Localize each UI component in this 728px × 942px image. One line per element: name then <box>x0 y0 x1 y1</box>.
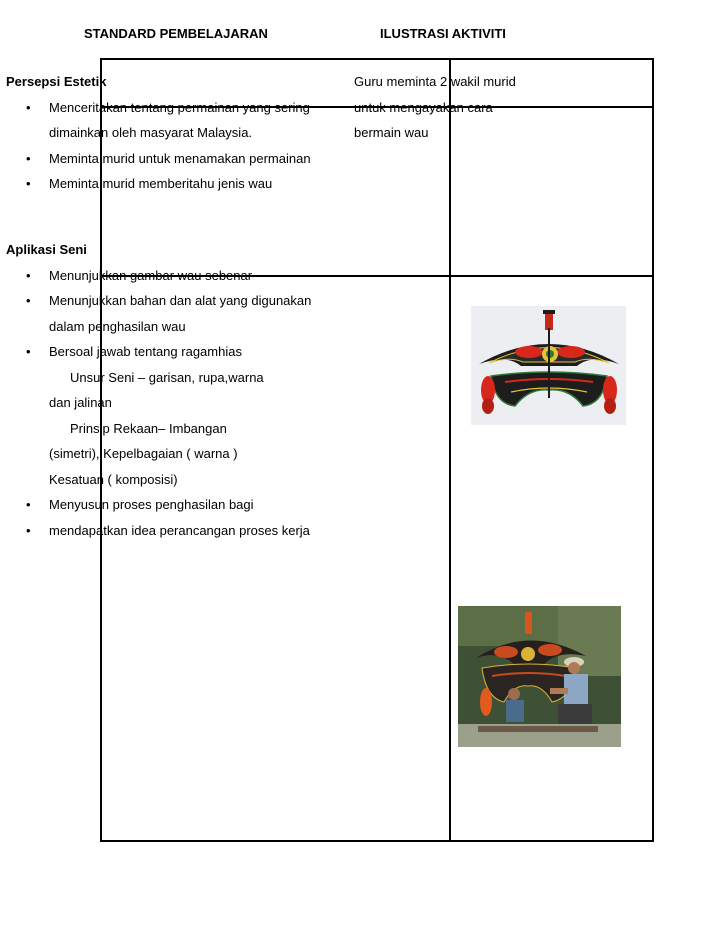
header-standard: STANDARD PEMBELAJARAN <box>84 26 268 41</box>
craftsman-illustration <box>458 606 621 747</box>
list-item <box>6 171 344 197</box>
wau-kite-illustration <box>471 306 626 425</box>
row1-standard-cell <box>6 69 344 197</box>
list-item-text: mendapatkan idea perancangan proses kerja <box>49 522 310 538</box>
activity-line: untuk mengayakan cara <box>354 99 493 115</box>
bullet-icon: • <box>26 293 31 308</box>
list-item-text: Menunjukkan gambar wau sebenar <box>49 267 253 283</box>
row1-title: Persepsi Estetik <box>6 74 107 89</box>
list-item-continuation: dimainkan oleh masyarat Malaysia. <box>49 125 253 140</box>
list-item <box>6 288 344 314</box>
list-item-text: Menceritakan tentang permainan yang sering <box>49 99 310 115</box>
list-item-continuation: dalam penghasilan wau <box>49 318 186 334</box>
activity-line: Guru meminta 2 wakil murid <box>354 74 516 89</box>
activity-line: bermain wau <box>354 125 429 140</box>
wau-craftsman-image <box>458 606 621 747</box>
sub-item-continuation: (simetri), Kepelbagaian ( warna ) <box>49 446 238 461</box>
column-divider <box>449 60 451 840</box>
bullet-icon: • <box>26 176 31 191</box>
sub-item-continuation: Kesatuan ( komposisi) <box>49 471 178 487</box>
bullet-icon: • <box>26 522 31 538</box>
header-activity: ILUSTRASI AKTIVITI <box>380 26 506 41</box>
list-item-text: Meminta murid memberitahu jenis wau <box>49 176 273 191</box>
bullet-icon: • <box>26 150 31 166</box>
row2-title: Aplikasi Seni <box>6 242 87 257</box>
list-item-text: Menunjukkan bahan dan alat yang digunakan <box>49 293 312 308</box>
list-item <box>6 492 344 518</box>
row2-standard-cell <box>6 237 344 543</box>
sub-item-continuation: dan jalinan <box>49 395 112 410</box>
list-item-text: Meminta murid untuk menamakan permainan <box>49 150 311 166</box>
sub-item: Prinsip Rekaan– Imbangan <box>70 420 227 436</box>
list-item-text: Bersoal jawab tentang ragamhias <box>49 344 242 359</box>
row1-activity-cell <box>354 69 544 146</box>
bullet-icon: • <box>26 497 31 512</box>
list-item-text: Menyusun proses penghasilan bagi <box>49 497 254 512</box>
bullet-icon: • <box>26 267 31 283</box>
bullet-icon: • <box>26 99 31 115</box>
list-item <box>6 263 344 289</box>
list-item <box>6 95 344 121</box>
sub-item: Unsur Seni – garisan, rupa,warna <box>70 369 264 385</box>
bullet-icon: • <box>26 344 31 359</box>
list-item <box>6 518 344 544</box>
list-item <box>6 146 344 172</box>
wau-kite-image <box>471 306 626 425</box>
list-item <box>6 339 344 365</box>
